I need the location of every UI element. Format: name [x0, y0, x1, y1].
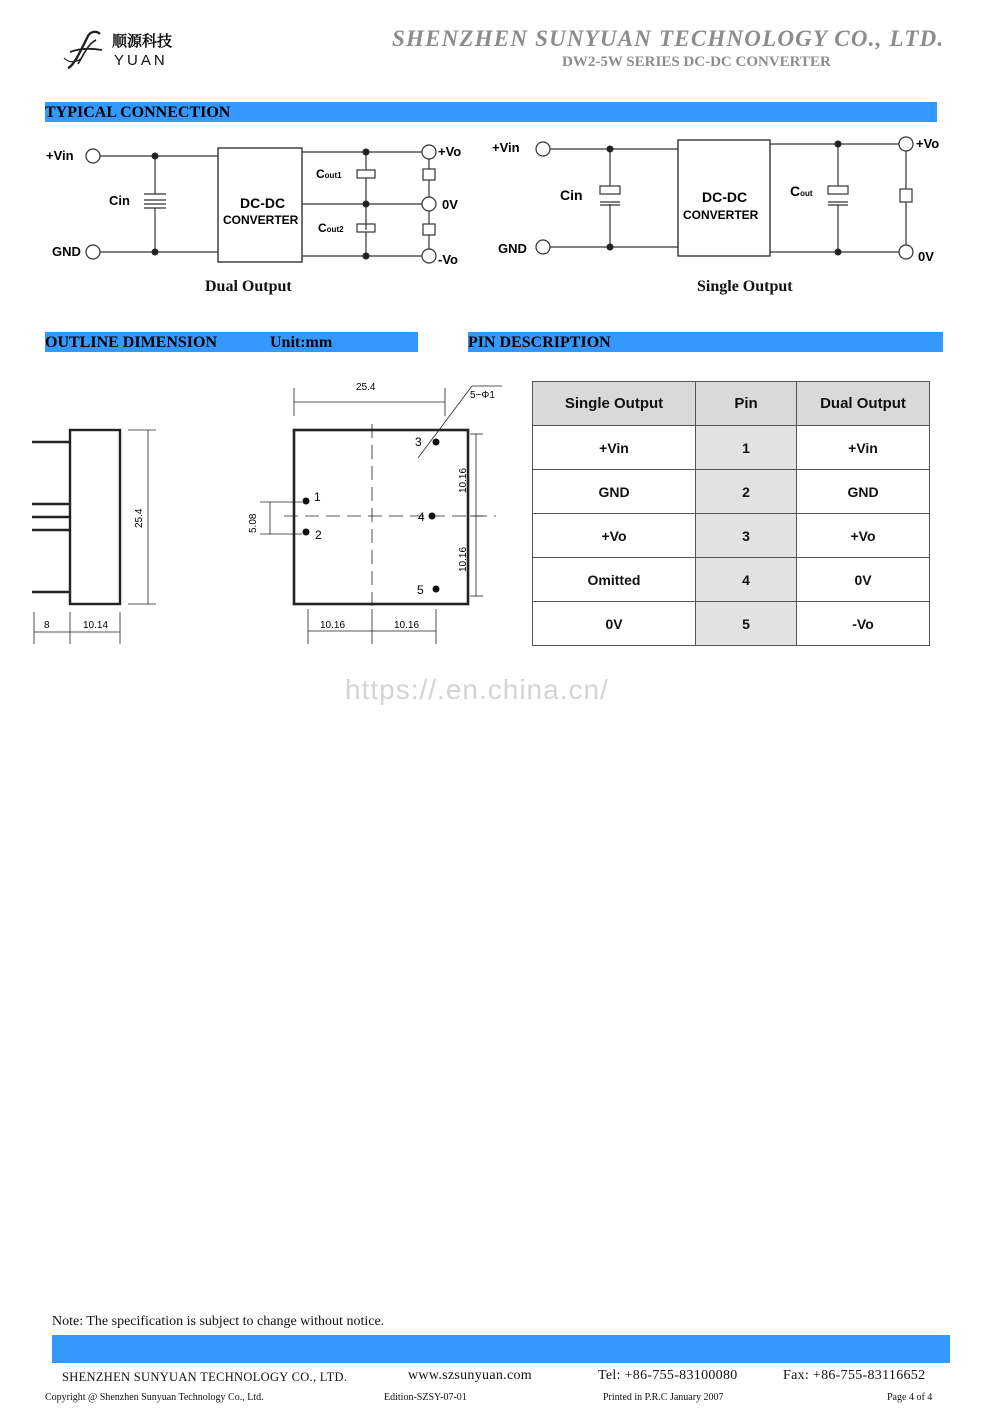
- header-dual-output: Dual Output: [797, 382, 930, 426]
- cell-pin: 1: [696, 426, 797, 470]
- cell-pin: 5: [696, 602, 797, 646]
- single-output-circuit: [488, 130, 948, 275]
- dual-vin-label: +Vin: [46, 148, 74, 163]
- header-pin: Pin: [696, 382, 797, 426]
- dual-cin-label: Cin: [109, 193, 130, 208]
- side-body-dim: 10.14: [83, 620, 109, 631]
- cell-dual: GND: [797, 470, 930, 514]
- dual-cout2-label: Cout2: [318, 221, 344, 235]
- pin-number-5: 5: [417, 583, 424, 597]
- cell-pin: 3: [696, 514, 797, 558]
- dual-vo-pos-label: +Vo: [438, 144, 462, 159]
- cell-dual: +Vin: [797, 426, 930, 470]
- cell-single: GND: [533, 470, 696, 514]
- dual-vo-neg-label: -Vo: [438, 252, 458, 267]
- company-title: SHENZHEN SUNYUAN TECHNOLOGY CO., LTD.: [392, 26, 945, 51]
- section-bar-pin-description: [468, 332, 943, 352]
- company-logo: [62, 28, 192, 72]
- section-bar-typical-connection: [45, 102, 937, 122]
- pitch-dim: 5.08: [248, 513, 259, 533]
- pin-hole-2: [303, 529, 310, 536]
- section-title-outline-dimension: OUTLINE DIMENSION: [45, 334, 218, 351]
- table-row: [533, 558, 930, 602]
- footer-copyright: Copyright @ Shenzhen Sunyuan Technology Co., Ltd.: [45, 1392, 264, 1403]
- cell-single: +Vo: [533, 514, 696, 558]
- table-row: [533, 470, 930, 514]
- dual-output-circuit: [40, 138, 480, 278]
- footer-website[interactable]: www.szsunyuan.com: [408, 1368, 532, 1383]
- watermark-text: https://.en.china.cn/: [345, 674, 609, 705]
- pin-number-2: 2: [315, 528, 322, 542]
- pin-hole-5: [433, 586, 440, 593]
- section-title-typical-connection: TYPICAL CONNECTION: [45, 104, 231, 121]
- footer-tel: Tel: +86-755-83100080: [598, 1368, 738, 1383]
- single-box-line2: CONVERTER: [683, 208, 759, 222]
- footer-company: SHENZHEN SUNYUAN TECHNOLOGY CO., LTD.: [62, 1370, 348, 1384]
- cell-pin: 4: [696, 558, 797, 602]
- single-box-line1: DC-DC: [702, 189, 748, 205]
- pin-description-table: [532, 381, 930, 646]
- footer-fax: Fax: +86-755-83116652: [783, 1368, 926, 1383]
- pin-hole-1: [303, 498, 310, 505]
- table-row: [533, 514, 930, 558]
- footer-page: Page 4 of 4: [887, 1392, 933, 1403]
- footer-bar: [52, 1335, 950, 1363]
- pin-hole-3: [433, 439, 440, 446]
- cell-pin: 2: [696, 470, 797, 514]
- side-view-drawing: [28, 420, 168, 650]
- pin-number-4: 4: [418, 510, 425, 524]
- gnd-terminal: [86, 245, 100, 259]
- single-cin-label: Cin: [560, 187, 583, 203]
- bottom-left-dim: 10.16: [320, 620, 346, 631]
- hole-spec-label: 5−Φ1: [470, 390, 495, 401]
- upper-dim: 10.16: [458, 467, 469, 493]
- cell-single: +Vin: [533, 426, 696, 470]
- footer-printed: Printed in P.R.C January 2007: [603, 1392, 724, 1403]
- vin-terminal: [86, 149, 100, 163]
- pin-hole-4: [429, 513, 436, 520]
- header-single-output: Single Output: [533, 382, 696, 426]
- table-header-row: [533, 382, 930, 426]
- outline-unit-label: Unit:mm: [270, 334, 333, 351]
- single-zero-label: 0V: [918, 249, 934, 264]
- cell-dual: -Vo: [797, 602, 930, 646]
- single-vin-label: +Vin: [492, 140, 520, 155]
- dual-gnd-label: GND: [52, 244, 81, 259]
- dual-zero-label: 0V: [442, 197, 458, 212]
- top-view-drawing: [240, 376, 520, 651]
- table-row: [533, 426, 930, 470]
- lower-dim: 10.16: [458, 546, 469, 572]
- footer-note: Note: The specification is subject to change without notice.: [52, 1314, 385, 1329]
- dual-cout1-label: Cout1: [316, 167, 342, 181]
- single-gnd-label: GND: [498, 241, 527, 256]
- pin-number-3: 3: [415, 435, 422, 449]
- cell-dual: +Vo: [797, 514, 930, 558]
- section-title-pin-description: PIN DESCRIPTION: [468, 334, 611, 351]
- pin-number-1: 1: [314, 490, 321, 504]
- top-width-dim: 25.4: [356, 382, 376, 393]
- side-height-dim: 25.4: [134, 508, 145, 528]
- footer-edition: Edition-SZSY-07-01: [384, 1392, 467, 1403]
- dual-box-line2: CONVERTER: [223, 213, 299, 227]
- section-bar-outline-dimension: [45, 332, 418, 352]
- bottom-right-dim: 10.16: [394, 620, 420, 631]
- cell-single: 0V: [533, 602, 696, 646]
- single-cout-label: Cout: [790, 183, 813, 199]
- single-vo-pos-label: +Vo: [916, 136, 940, 151]
- logo-chinese: 顺源科技: [112, 33, 173, 50]
- series-title: DW2-5W SERIES DC-DC CONVERTER: [562, 54, 831, 70]
- cell-dual: 0V: [797, 558, 930, 602]
- side-pin-length-dim: 8: [44, 620, 50, 631]
- dual-box-line1: DC-DC: [240, 195, 286, 211]
- dual-output-caption: Dual Output: [205, 278, 292, 295]
- cell-single: Omitted: [533, 558, 696, 602]
- single-output-caption: Single Output: [697, 278, 793, 295]
- logo-brand: YUAN: [114, 52, 168, 69]
- table-row: [533, 602, 930, 646]
